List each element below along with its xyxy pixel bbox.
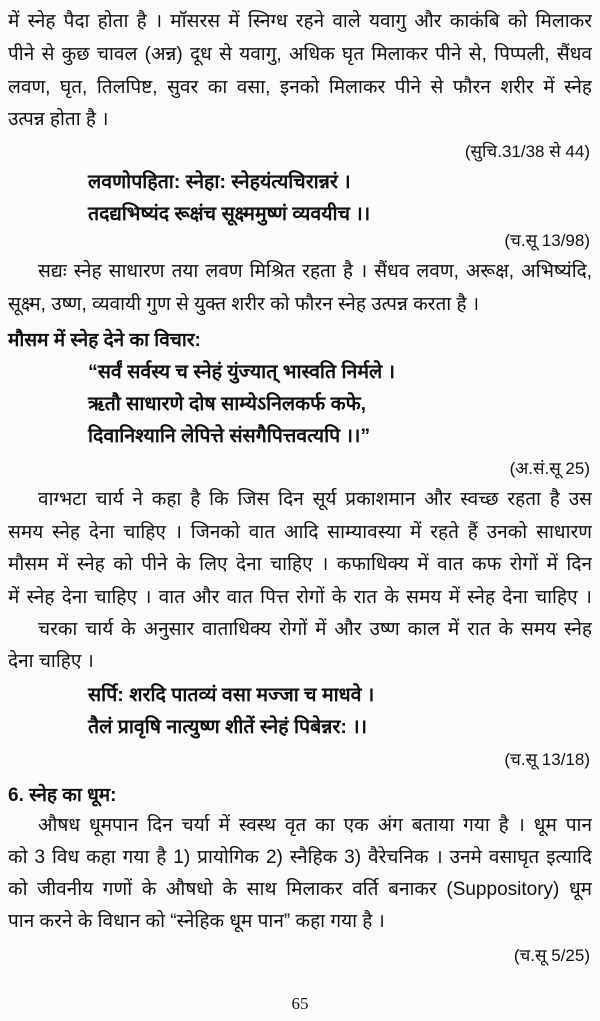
- verse-line: दिवानिश्यानि लेपित्ते संसगैपित्तवत्यपि ।।”: [88, 425, 371, 447]
- verse-line: सर्पि: शरदि पातव्यं वसा मज्जा च माधवे ।: [88, 684, 375, 706]
- p1-line: पीने से कुछ चावल (अन्न) दूध से यवागु, अधिक घृत मिलाकर पीने से, पिप्पली, सैंधव: [8, 44, 592, 65]
- reference: (च.सू 13/98): [504, 231, 590, 250]
- p3-line: में स्नेह देना चाहिए । वात और वात पित्त रोगों के रात के समय में स्नेह देना चाहिए ।: [8, 587, 592, 608]
- p5-line: को जीवनीय गणों के औषधो के साथ मिलाकर वर्ति बनाकर (Suppository) धूम: [8, 879, 592, 900]
- p2-line: सद्यः स्नेह साधारण तया लवण मिश्रित रहता है । सैंधव लवण, अरूक्ष, अभिष्यंदि,: [38, 261, 592, 282]
- p3-line: वाग्भटा चार्य ने कहा है कि जिस दिन सूर्य प्रकाशमान और स्वच्छ रहता है उस: [38, 489, 592, 510]
- section-heading: 6. स्नेह का धूम:: [8, 785, 117, 806]
- section-heading: मौसम में स्नेह देने का विचार:: [8, 330, 201, 351]
- verse-line: तदद्यभिष्यंद रूक्षंच सूक्ष्ममुष्णं व्यवयीच ।।: [88, 203, 371, 225]
- p4-line: देना चाहिए ।: [8, 651, 94, 672]
- p5-line: औषध धूमपान दिन चर्या में स्वस्थ वृत का एक अंग बताया गया है । धूम पान: [38, 815, 592, 836]
- p2-line: सूक्ष्म, उष्ण, व्यवायी गुण से युक्त शरीर को फौरन स्नेह उत्पन्न करता है ।: [8, 294, 480, 315]
- reference: (च.सू 5/25): [513, 946, 590, 965]
- p3-line: समय स्नेह देना चाहिए । जिनको वात आदि साम्यावस्या में रहते हैं उनको साधारण: [8, 522, 592, 543]
- verse-line: “सर्वं सर्वस्य च स्नेहं युंज्यात् भास्वति निर्मले ।: [88, 361, 396, 383]
- reference: (सुचि.31/38 से 44): [464, 142, 590, 161]
- p4-line: चरका चार्य के अनुसार वाताधिक्य रोगों में और उष्ण काल में रात के समय स्नेह: [38, 619, 592, 640]
- page-number: 65: [291, 994, 309, 1013]
- verse-line: लवणोपहिता: स्नेहा: स्नेहयंत्यचिरान्नरं ।: [88, 171, 351, 193]
- reference: (अ.सं.सू 25): [509, 459, 590, 478]
- p1-line: में स्नेह पैदा होता है । मॉसरस में स्निग्ध रहने वाले यवागु और काकंबि को मिलाकर: [8, 11, 592, 32]
- verse-line: तैलं प्रावृषि नात्युष्ण शीतें स्नेहं पिबेन्नर: ।।: [88, 716, 368, 738]
- p5-line: को 3 विध कहा गया है 1) प्रायोगिक 2) स्नैहिक 3) वैरेचनिक । उनमे वसाघृत इत्यादि: [8, 847, 592, 868]
- p1-line: लवण, घृत, तिलपिष्ट, सुवर का वसा, इनको मिलाकर पीने से फौरन शरीर में स्नेह: [8, 77, 592, 98]
- reference: (च.सू 13/18): [504, 750, 590, 769]
- p1-line: उत्पन्न होता है ।: [8, 109, 109, 130]
- p3-line: मौसम में स्नेह को पीने के लिए देना चाहिए । कफाधिक्य में वात कफ रोगों में दिन: [8, 554, 592, 575]
- p5-line: पान करने के विधान को “स्नेहिक धूम पान” कहा गया है ।: [8, 911, 385, 932]
- verse-line: ऋतौ साधारणे दोष साम्येऽनिलकर्फ कफे,: [88, 393, 367, 415]
